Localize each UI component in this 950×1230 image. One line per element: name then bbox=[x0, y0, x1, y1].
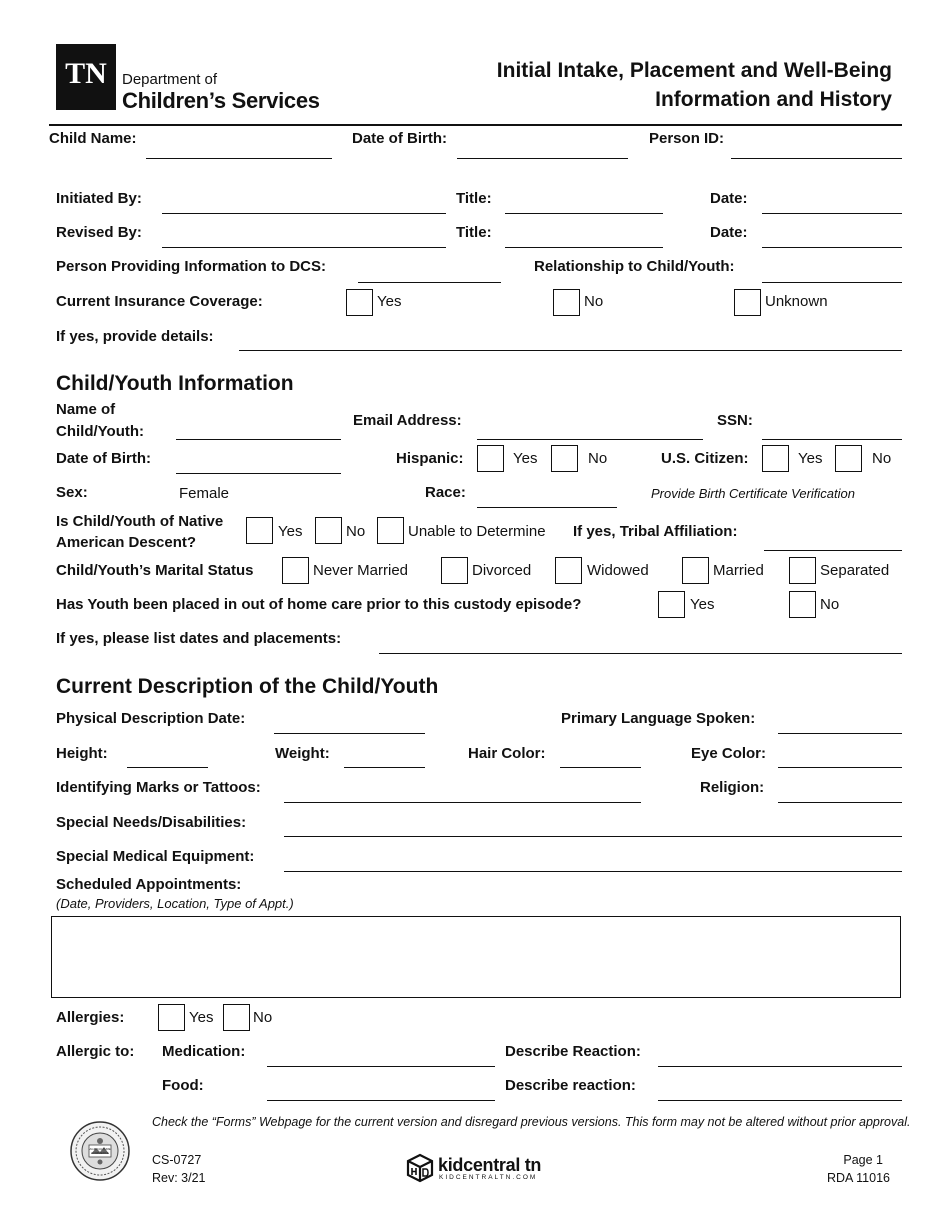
child-dob-field[interactable] bbox=[176, 473, 341, 474]
initiated-title-field[interactable] bbox=[505, 213, 663, 214]
weight-label: Weight: bbox=[275, 745, 330, 762]
phys-date-field[interactable] bbox=[274, 733, 425, 734]
race-label: Race: bbox=[425, 484, 466, 501]
revised-title-label: Title: bbox=[456, 224, 492, 241]
kidcentral-text: kidcentral tn bbox=[438, 1155, 542, 1175]
child-youth-name-field[interactable] bbox=[176, 439, 341, 440]
allergies-no-label: No bbox=[253, 1009, 273, 1026]
divorced-checkbox[interactable] bbox=[441, 557, 468, 584]
marks-label: Identifying Marks or Tattoos: bbox=[56, 779, 261, 796]
insurance-no-label: No bbox=[584, 293, 604, 310]
relationship-label: Relationship to Child/Youth: bbox=[534, 258, 735, 275]
hispanic-yes-label: Yes bbox=[513, 450, 538, 467]
never-married-label: Never Married bbox=[313, 562, 409, 579]
person-id-field[interactable] bbox=[731, 158, 902, 159]
height-label: Height: bbox=[56, 745, 108, 762]
height-field[interactable] bbox=[127, 767, 208, 768]
religion-label: Religion: bbox=[700, 779, 765, 796]
sex-label: Sex: bbox=[56, 484, 88, 501]
appointments-textarea[interactable] bbox=[51, 916, 901, 998]
hispanic-no-label: No bbox=[588, 450, 608, 467]
person-providing-field[interactable] bbox=[358, 282, 501, 283]
widowed-checkbox[interactable] bbox=[555, 557, 582, 584]
revised-date-label: Date: bbox=[710, 224, 748, 241]
tn-logo-box bbox=[56, 44, 116, 108]
citizen-yes-checkbox[interactable] bbox=[762, 445, 789, 472]
eye-label: Eye Color: bbox=[691, 745, 767, 762]
allergies-yes-checkbox[interactable] bbox=[158, 1004, 185, 1031]
separated-checkbox[interactable] bbox=[789, 557, 816, 584]
special-needs-field[interactable] bbox=[284, 836, 902, 837]
kidcentral-url: KIDCENTRALTN.COM bbox=[439, 1174, 538, 1181]
married-checkbox[interactable] bbox=[682, 557, 709, 584]
tribal-field[interactable] bbox=[764, 550, 902, 551]
email-label: Email Address: bbox=[353, 412, 462, 429]
never-married-checkbox[interactable] bbox=[282, 557, 309, 584]
hispanic-yes-checkbox[interactable] bbox=[477, 445, 504, 472]
insurance-no-checkbox[interactable] bbox=[553, 289, 580, 316]
hair-label: Hair Color: bbox=[468, 745, 546, 762]
appointments-label: Scheduled Appointments: bbox=[56, 876, 242, 893]
revised-date-field[interactable] bbox=[762, 247, 902, 248]
allergies-no-checkbox[interactable] bbox=[223, 1004, 250, 1031]
medication-field[interactable] bbox=[267, 1066, 495, 1067]
insurance-label: Current Insurance Coverage: bbox=[56, 293, 263, 310]
initiated-title-label: Title: bbox=[456, 190, 492, 207]
allergies-label: Allergies: bbox=[56, 1009, 125, 1026]
widowed-label: Widowed bbox=[587, 562, 649, 579]
weight-field[interactable] bbox=[344, 767, 425, 768]
initiated-date-label: Date: bbox=[710, 190, 748, 207]
seal-text: AGRICULTURE COMMERCE bbox=[89, 1147, 111, 1155]
placed-prior-yes-label: Yes bbox=[690, 596, 715, 613]
rda-number: RDA 11016 bbox=[826, 1171, 890, 1185]
insurance-details-field[interactable] bbox=[239, 350, 902, 351]
person-providing-label: Person Providing Information to DCS: bbox=[56, 258, 327, 275]
eye-field[interactable] bbox=[778, 767, 902, 768]
language-label: Primary Language Spoken: bbox=[561, 710, 756, 727]
divorced-label: Divorced bbox=[472, 562, 532, 579]
birth-cert-note: Provide Birth Certificate Verification bbox=[651, 486, 855, 501]
tn-state-seal bbox=[70, 1121, 130, 1181]
dob-label: Date of Birth: bbox=[352, 130, 447, 147]
food-field[interactable] bbox=[267, 1100, 495, 1101]
initiated-date-field[interactable] bbox=[762, 213, 902, 214]
placed-prior-label: Has Youth been placed in out of home care prior to this custody episode? bbox=[56, 596, 582, 613]
child-name-label-line2: Child/Youth: bbox=[56, 423, 145, 440]
kidcentral-logo[interactable] bbox=[405, 1153, 555, 1185]
language-field[interactable] bbox=[778, 733, 902, 734]
child-name-label: Child Name: bbox=[49, 130, 137, 147]
insurance-details-label: If yes, provide details: bbox=[56, 328, 214, 345]
citizen-yes-label: Yes bbox=[798, 450, 823, 467]
ssn-label: SSN: bbox=[717, 412, 753, 429]
married-label: Married bbox=[713, 562, 764, 579]
medical-equipment-field[interactable] bbox=[284, 871, 902, 872]
revised-by-label: Revised By: bbox=[56, 224, 142, 241]
dob-field[interactable] bbox=[457, 158, 628, 159]
native-no-label: No bbox=[346, 523, 366, 540]
medication-label: Medication: bbox=[162, 1043, 246, 1060]
tribal-label: If yes, Tribal Affiliation: bbox=[573, 523, 738, 540]
placed-prior-no-label: No bbox=[820, 596, 840, 613]
citizen-no-checkbox[interactable] bbox=[835, 445, 862, 472]
special-needs-label: Special Needs/Disabilities: bbox=[56, 814, 247, 831]
hispanic-no-checkbox[interactable] bbox=[551, 445, 578, 472]
insurance-yes-label: Yes bbox=[377, 293, 402, 310]
native-unable-label: Unable to Determine bbox=[408, 523, 546, 540]
allergic-to-label: Allergic to: bbox=[56, 1043, 135, 1060]
logo-services: Children’s Services bbox=[122, 88, 320, 113]
kidcentral-cube-icon bbox=[405, 1153, 435, 1183]
revised-title-field[interactable] bbox=[505, 247, 663, 248]
citizen-no-label: No bbox=[872, 450, 892, 467]
medical-equipment-label: Special Medical Equipment: bbox=[56, 848, 255, 865]
list-dates-label: If yes, please list dates and placements: bbox=[56, 630, 342, 647]
us-citizen-label: U.S. Citizen: bbox=[661, 450, 749, 467]
list-dates-field[interactable] bbox=[379, 653, 902, 654]
hispanic-label: Hispanic: bbox=[396, 450, 464, 467]
insurance-unknown-checkbox[interactable] bbox=[734, 289, 761, 316]
tn-logo-text: TN bbox=[65, 57, 107, 90]
description-heading: Current Description of the Child/Youth bbox=[56, 675, 439, 698]
insurance-unknown-label: Unknown bbox=[765, 293, 828, 310]
separated-label: Separated bbox=[820, 562, 890, 579]
native-yes-checkbox[interactable] bbox=[246, 517, 273, 544]
native-unable-checkbox[interactable] bbox=[377, 517, 404, 544]
native-label-line1: Is Child/Youth of Native bbox=[56, 513, 224, 530]
page-number: Page 1 bbox=[843, 1153, 883, 1167]
person-id-label: Person ID: bbox=[649, 130, 725, 147]
placed-prior-yes-checkbox[interactable] bbox=[658, 591, 685, 618]
food-reaction-label: Describe reaction: bbox=[505, 1077, 636, 1094]
initiated-by-field[interactable] bbox=[162, 213, 446, 214]
medication-reaction-label: Describe Reaction: bbox=[505, 1043, 641, 1060]
marital-label: Child/Youth’s Marital Status bbox=[56, 562, 254, 579]
child-name-label-line1: Name of bbox=[56, 401, 116, 418]
native-label-line2: American Descent? bbox=[56, 534, 197, 551]
footer-disclaimer: Check the “Forms” Webpage for the current version and disregard previous versions. This form may not be altered without prior approval. bbox=[152, 1115, 911, 1129]
logo-underline bbox=[56, 108, 116, 110]
form-title bbox=[497, 56, 892, 114]
native-no-checkbox[interactable] bbox=[315, 517, 342, 544]
form-code: CS-0727 bbox=[152, 1153, 202, 1167]
native-yes-label: Yes bbox=[278, 523, 303, 540]
dcs-logo bbox=[56, 44, 326, 114]
race-field[interactable] bbox=[477, 507, 617, 508]
insurance-yes-checkbox[interactable] bbox=[346, 289, 373, 316]
appointments-note: (Date, Providers, Location, Type of Appt.) bbox=[56, 896, 294, 911]
marks-field[interactable] bbox=[284, 802, 641, 803]
child-dob-label: Date of Birth: bbox=[56, 450, 151, 467]
form-title-line1: Initial Intake, Placement and Well-Being bbox=[496, 59, 892, 82]
initiated-by-label: Initiated By: bbox=[56, 190, 142, 207]
form-title-line2: Information and History bbox=[655, 88, 892, 111]
ssn-field[interactable] bbox=[762, 439, 902, 440]
child-name-field[interactable] bbox=[146, 158, 332, 159]
phys-date-label: Physical Description Date: bbox=[56, 710, 246, 727]
food-label: Food: bbox=[162, 1077, 204, 1094]
header-rule bbox=[49, 124, 902, 126]
logo-dept: Department of bbox=[122, 71, 218, 88]
email-field[interactable] bbox=[477, 439, 703, 440]
relationship-field[interactable] bbox=[762, 282, 902, 283]
revised-by-field[interactable] bbox=[162, 247, 446, 248]
food-reaction-field[interactable] bbox=[658, 1100, 902, 1101]
form-rev: Rev: 3/21 bbox=[152, 1171, 206, 1185]
hair-field[interactable] bbox=[560, 767, 641, 768]
allergies-yes-label: Yes bbox=[189, 1009, 214, 1026]
child-info-heading: Child/Youth Information bbox=[56, 372, 294, 395]
placed-prior-no-checkbox[interactable] bbox=[789, 591, 816, 618]
religion-field[interactable] bbox=[778, 802, 902, 803]
sex-value[interactable]: Female bbox=[179, 485, 230, 502]
medication-reaction-field[interactable] bbox=[658, 1066, 902, 1067]
